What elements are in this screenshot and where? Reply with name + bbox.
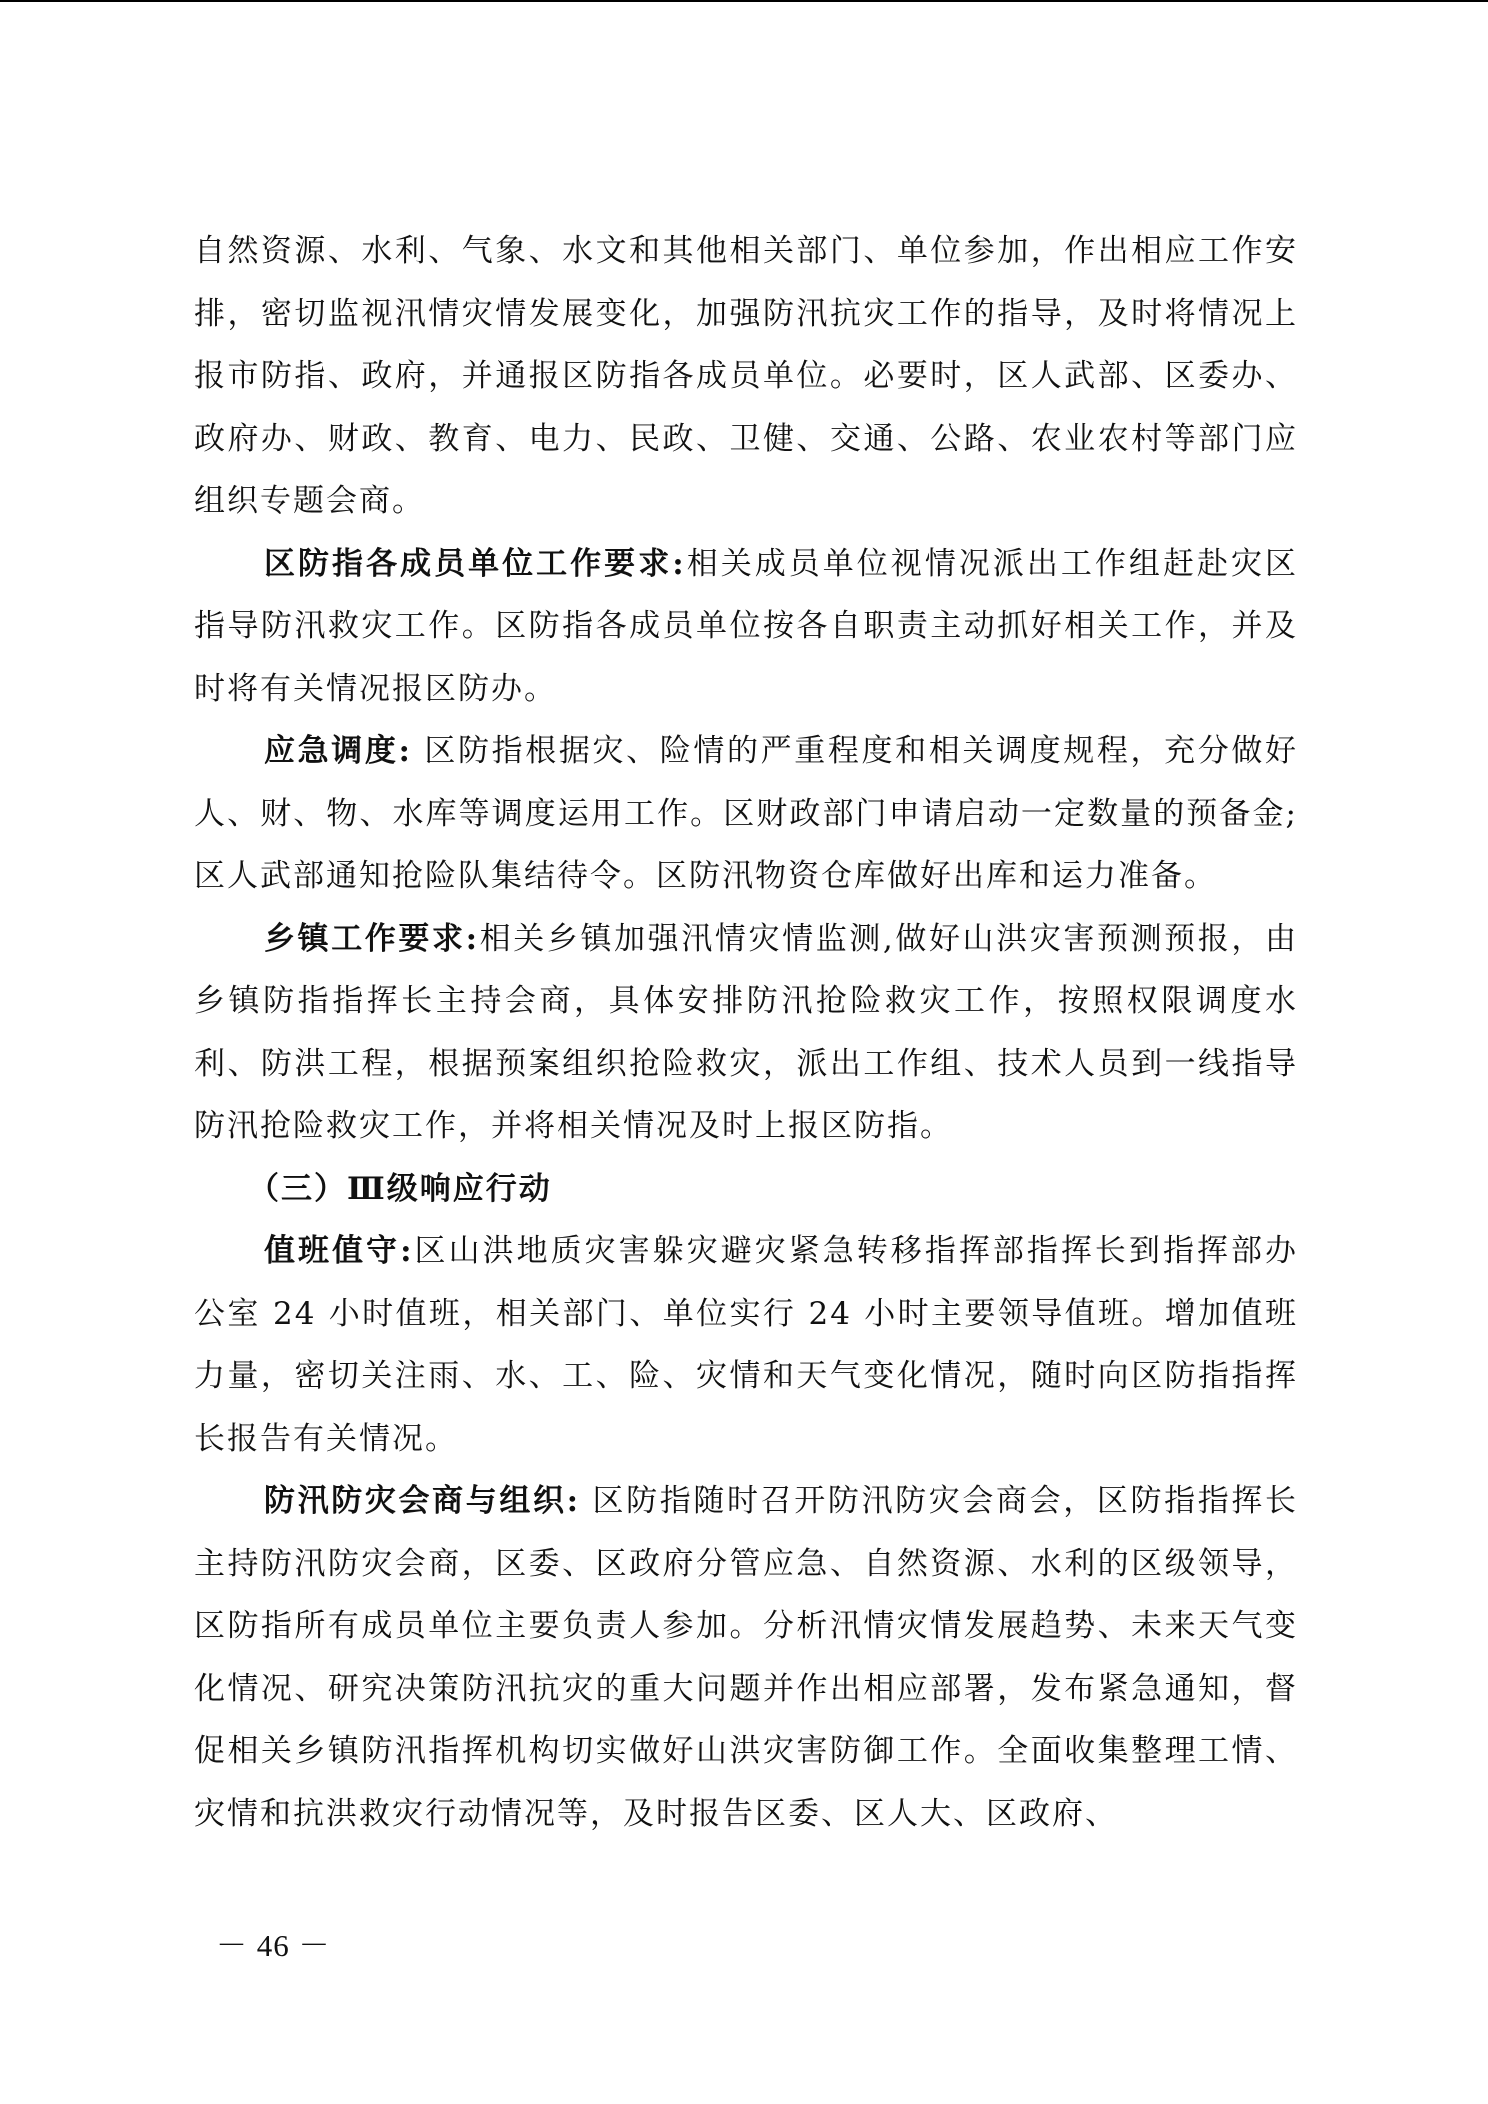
top-border-line [0, 0, 1488, 2]
paragraph-text: 区山洪地质灾害躲灾避灾紧急转移指挥部指挥长到指挥部办公室 24 小时值班，相关部门、单位实行 24 小时主要领导值班。增加值班力量，密切关注雨、水、工、险、灾情和天气变化情况，随时向区防指指挥长报告有关情况。 [194, 1233, 1299, 1457]
paragraph-text: 相关成员单位视情况派出工作组赶赴灾区指导防汛救灾工作。区防指各成员单位按各自职责主动抓好相关工作，并及时将有关情况报区防办。 [194, 545, 1298, 707]
paragraph-lead: 区防指各成员单位工作要求: [264, 545, 686, 582]
paragraph-text: 区防指随时召开防汛防灾会商会，区防指指挥长主持防汛防灾会商，区委、区政府分管应急、自然资源、水利的区级领导，区防指所有成员单位主要负责人参加。分析汛情灾情发展趋势、未来天气变化情况、研究决策防汛抗灾的重大问题并作出相应部署，发布紧急通知，督促相关乡镇防汛指挥机构切实做好山洪灾害防御工作。全面收集整理工情、灾情和抗洪救灾行动情况等，及时报告区委、区人大、区政府、 [194, 1483, 1298, 1832]
paragraph-lead: 值班值守: [264, 1233, 414, 1269]
paragraph-lead: 乡镇工作要求: [264, 920, 480, 957]
page-number: － 46 － [216, 1928, 331, 1963]
paragraph-emergency-dispatch [194, 720, 1298, 908]
paragraph-consultation [194, 1470, 1298, 1845]
section-heading: （三）Ⅲ级响应行动 [248, 1170, 552, 1207]
paragraph-text: 区防指根据灾、险情的严重程度和相关调度规程，充分做好人、财、物、水库等调度运用工作。区财政部门申请启动一定数量的预备金;区人武部通知抢险队集结待令。区防汛物资仓库做好出库和运力准备。 [194, 733, 1298, 894]
paragraph-text: 自然资源、水利、气象、水文和其他相关部门、单位参加，作出相应工作安排，密切监视汛情灾情发展变化，加强防汛抗灾工作的指导，及时将情况上报市防指、政府，并通报区防指各成员单位。必要时，区人武部、区委办、政府办、财政、教育、电力、民政、卫健、交通、公路、农业农村等部门应组织专题会商。 [194, 233, 1298, 519]
paragraph-member-units [194, 533, 1298, 721]
paragraph-lead: 应急调度: [264, 733, 412, 769]
paragraph-duty-shift [194, 1220, 1298, 1470]
document-body [194, 220, 1298, 1845]
paragraph-lead: 防汛防灾会商与组织: [264, 1483, 581, 1519]
paragraph-text: 相关乡镇加强汛情灾情监测,做好山洪灾害预测预报，由乡镇防指指挥长主持会商，具体安排防汛抢险救灾工作，按照权限调度水利、防洪工程，根据预案组织抢险救灾，派出工作组、技术人员到一线指导防汛抢险救灾工作，并将相关情况及时上报区防指。 [194, 920, 1298, 1144]
paragraph-township-requirements [194, 908, 1298, 1158]
paragraph-continuation [194, 220, 1298, 533]
